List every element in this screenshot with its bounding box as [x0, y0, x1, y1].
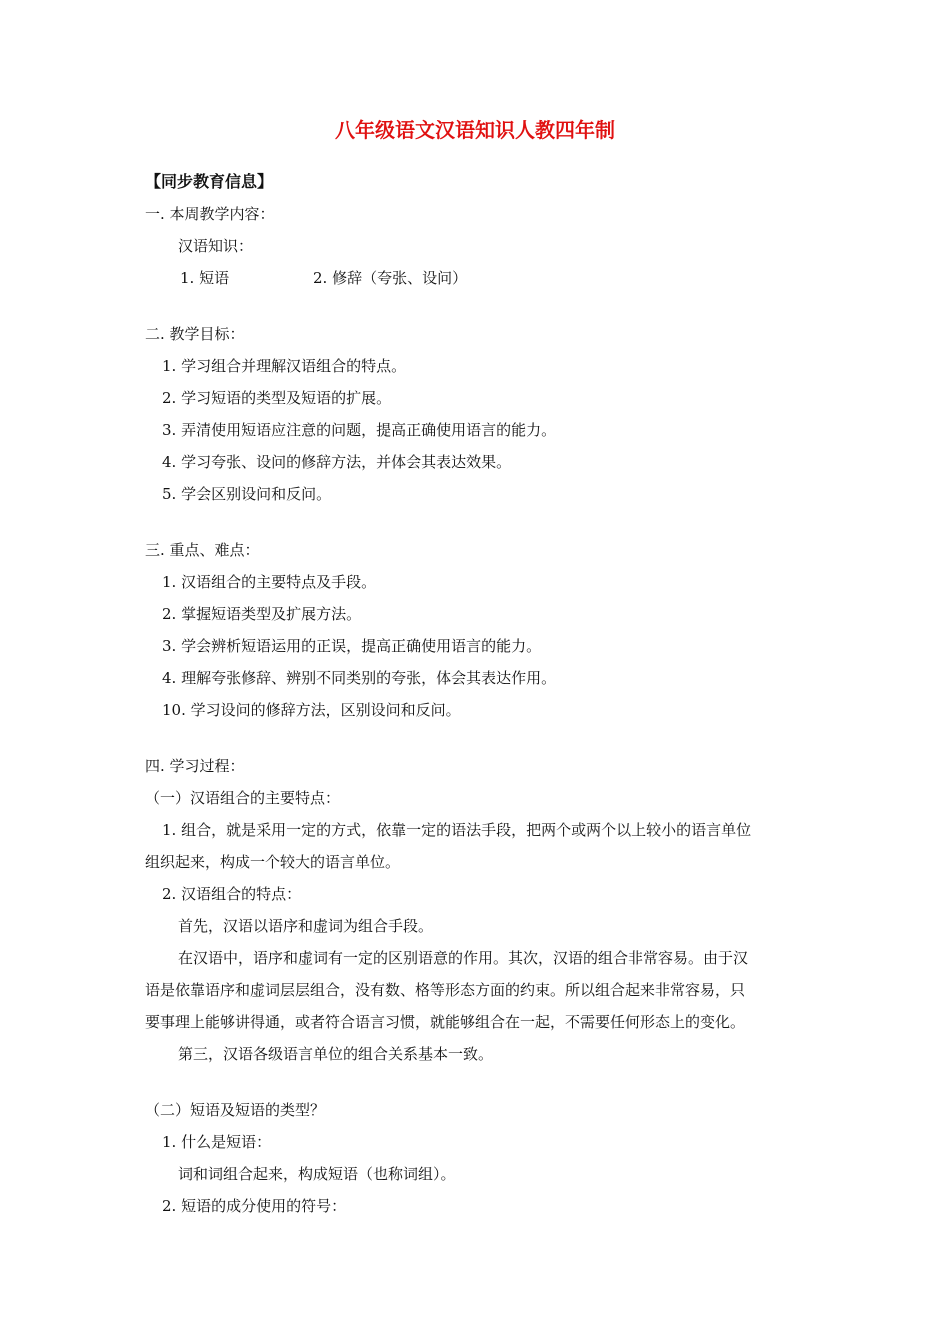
s3-heading: 三. 重点、难点：	[145, 541, 260, 559]
s4-heading: 四. 学习过程：	[145, 757, 245, 775]
s1-item-2: 2. 修辞（夸张、设问）	[313, 269, 468, 287]
s4-sub-2: （二）短语及短语的类型？	[145, 1101, 326, 1119]
s4-para-2: 2. 汉语组合的特点：	[162, 885, 302, 903]
s2-heading: 二. 教学目标：	[145, 325, 245, 343]
s4-para-1-line-2: 组织起来，构成一个较大的语言单位。	[145, 853, 401, 871]
s3-item: 10. 学习设问的修辞方法，区别设问和反问。	[162, 701, 461, 719]
s4-para-5: 第三，汉语各级语言单位的组合关系基本一致。	[178, 1045, 494, 1063]
s4-para-1-line-1: 1. 组合，就是采用一定的方式，依靠一定的语法手段，把两个或两个以上较小的语言单位	[162, 821, 752, 839]
s3-item: 3. 学会辨析短语运用的正误，提高正确使用语言的能力。	[162, 637, 542, 655]
s2-item: 2. 学习短语的类型及短语的扩展。	[162, 389, 392, 407]
s4-sub-1: （一）汉语组合的主要特点：	[145, 789, 341, 807]
s3-item: 2. 掌握短语类型及扩展方法。	[162, 605, 362, 623]
s1-sub: 汉语知识：	[178, 237, 254, 255]
s2-item: 1. 学习组合并理解汉语组合的特点。	[162, 357, 407, 375]
section-header: 【同步教育信息】	[145, 172, 274, 191]
s1-item-1: 1. 短语	[180, 269, 230, 287]
s2-item: 5. 学会区别设问和反问。	[162, 485, 332, 503]
document-title: 八年级语文汉语知识人教四年制	[335, 118, 615, 142]
s4-para-4-line-2: 语是依靠语序和虚词层层组合，没有数、格等形态方面的约束。所以组合起来非常容易，只	[145, 981, 746, 999]
s4-question-2: 2. 短语的成分使用的符号：	[162, 1197, 347, 1215]
s4-para-4-line-1: 在汉语中，语序和虚词有一定的区别语意的作用。其次，汉语的组合非常容易。由于汉	[178, 949, 749, 967]
s4-question-1: 1. 什么是短语：	[162, 1133, 272, 1151]
s3-item: 4. 理解夸张修辞、辨别不同类别的夸张，体会其表达作用。	[162, 669, 557, 687]
s3-item: 1. 汉语组合的主要特点及手段。	[162, 573, 377, 591]
s4-para-4-line-3: 要事理上能够讲得通，或者符合语言习惯，就能够组合在一起，不需要任何形态上的变化。	[145, 1013, 746, 1031]
s2-item: 4. 学习夸张、设问的修辞方法，并体会其表达效果。	[162, 453, 512, 471]
s4-question-1-answer: 词和词组合起来，构成短语（也称词组）。	[178, 1165, 456, 1183]
s4-para-3: 首先，汉语以语序和虚词为组合手段。	[178, 917, 434, 935]
s1-heading: 一. 本周教学内容：	[145, 205, 275, 223]
s2-item: 3. 弄清使用短语应注意的问题，提高正确使用语言的能力。	[162, 421, 557, 439]
